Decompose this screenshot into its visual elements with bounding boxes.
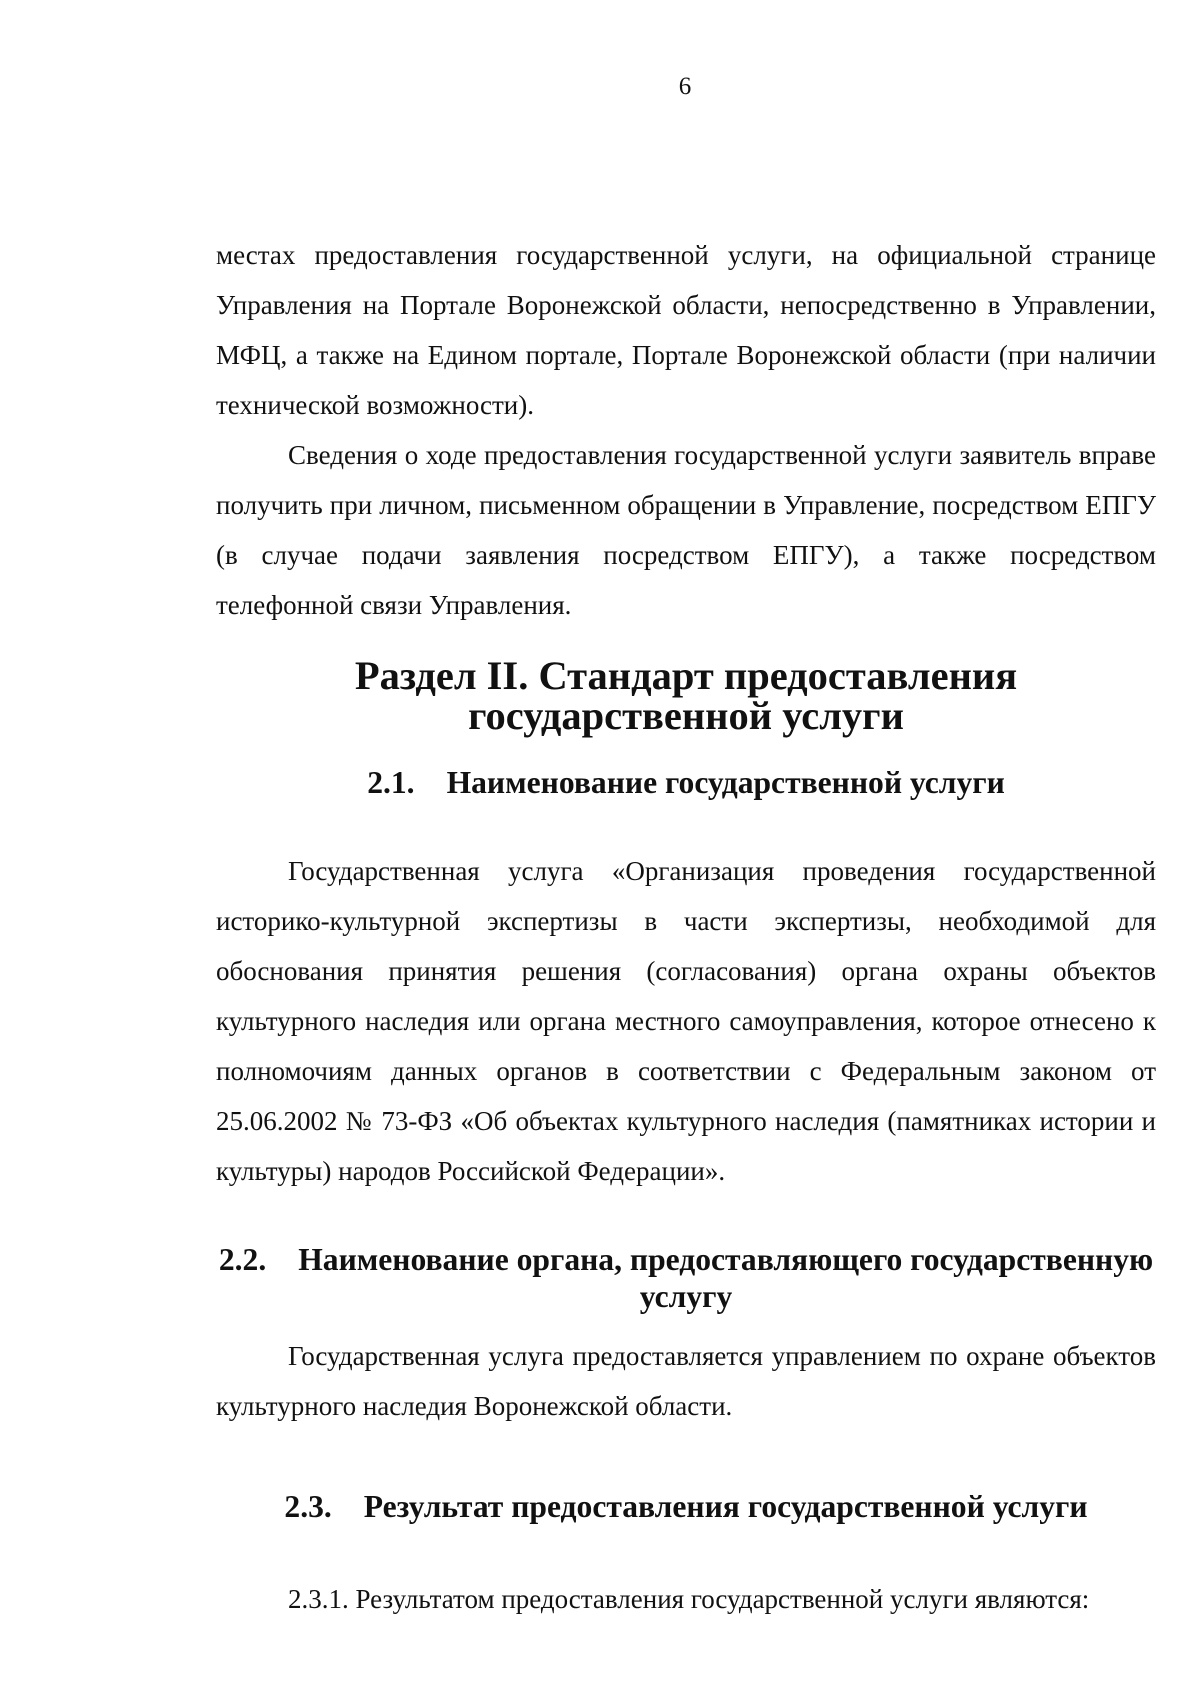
- paragraph-service-name: Государственная услуга «Организация проведения государственной историко-культурной экспертизы в части экспертизы, необходимой для обоснования принятия решения (согласования) органа охраны объектов культурного наследия или органа местного самоуправления, которое отнесено к полномочиям данных органов в соответствии с Федеральным законом от 25.06.2002 № 73-ФЗ «Об объектах культурного наследия (памятниках истории и культуры) народов Российской Федерации».: [216, 856, 1156, 1186]
- page-number: 6: [678, 73, 692, 100]
- heading-2-1: [216, 763, 1156, 803]
- paragraph-result-2-3-1: 2.3.1. Результатом предоставления государственной услуги являются:: [288, 1584, 1090, 1614]
- heading-2-2-text-line1: Наименование органа, предоставляющего государственную: [298, 1242, 1154, 1277]
- paragraph-service-info-places: местах предоставления государственной услуги, на официальной странице Управления на Портале Воронежской области, непосредственно в Управлении, МФЦ, а также на Едином портале, Портале Воронежской области (при наличии технической возможности).: [216, 240, 1156, 420]
- heading-2-3-number: 2.3.: [284, 1489, 332, 1524]
- paragraph-service-progress: Сведения о ходе предоставления государственной услуги заявитель вправе получить при личном, письменном обращении в Управление, посредством ЕПГУ (в случае подачи заявления посредством ЕПГУ), а также посредством телефонной связи Управления.: [216, 440, 1156, 620]
- heading-2-1-text: Наименование государственной услуги: [446, 765, 1005, 800]
- heading-2-2-number: 2.2.: [218, 1242, 267, 1277]
- section-title-text: Раздел II. Стандарт предоставления государственной услуги: [354, 653, 1018, 738]
- heading-2-2-text-line2: услугу: [639, 1279, 733, 1314]
- paragraph-providing-body: Государственная услуга предоставляется управлением по охране объектов культурного наследия Воронежской области.: [216, 1341, 1156, 1421]
- heading-2-2: [216, 1241, 1156, 1315]
- heading-2-3: [216, 1487, 1156, 1527]
- document-body: [216, 230, 1156, 1624]
- heading-2-3-text: Результат предоставления государственной услуги: [363, 1489, 1088, 1524]
- heading-2-1-number: 2.1.: [367, 765, 415, 800]
- section-title: [216, 653, 1156, 738]
